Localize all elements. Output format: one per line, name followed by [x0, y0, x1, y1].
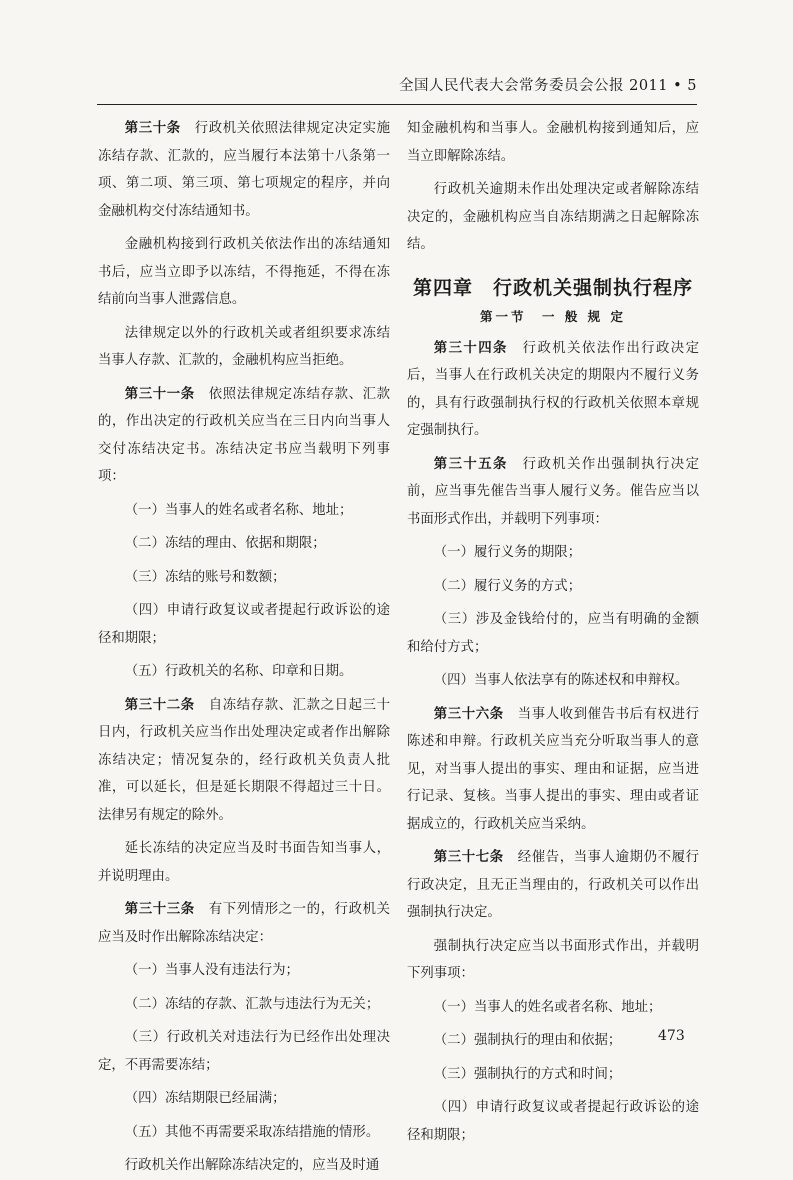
article-paragraph [98, 692, 390, 830]
left-column [98, 115, 390, 1180]
paragraph [98, 320, 390, 375]
paragraph-text: （四）申请行政复议或者提起行政诉讼的途径和期限； [98, 603, 390, 646]
paragraph-text: （一）当事人没有违法行为； [124, 963, 299, 978]
paragraph [98, 1152, 390, 1180]
paragraph [98, 597, 390, 652]
article-paragraph [407, 335, 699, 445]
paragraph-text: 法律规定以外的行政机关或者组织要求冻结当事人存款、汇款的，金融机构应当拒绝。 [98, 325, 390, 368]
paragraph-text: 当事人收到催告书后有权进行陈述和申辩。行政机关应当充分听取当事人的意见，对当事人提出的事实、理由和证据，应当进行记录、复核。当事人提出的事实、理由或者证据成立的，行政机关应当采纳。 [407, 706, 700, 832]
paragraph-text: （三）冻结的账号和数额； [124, 569, 286, 585]
right-column-continuation [407, 115, 699, 259]
paragraph-text: 知金融机构和当事人。金融机构接到通知后，应当立即解除冻结。 [407, 121, 699, 164]
article-number: 第三十六条 [433, 705, 504, 722]
paragraph-text: （四）冻结期限已经届满； [124, 1091, 286, 1106]
paragraph-text: （四）申请行政复议或者提起行政诉讼的途径和期限； [407, 1100, 699, 1143]
paragraph-text: 延长冻结的决定应当及时书面告知当事人，并说明理由。 [98, 841, 390, 884]
right-column-articles [407, 335, 699, 1150]
paragraph [98, 991, 390, 1019]
article-paragraph [98, 381, 390, 491]
article-number: 第三十三条 [124, 901, 195, 917]
article-number: 第三十四条 [433, 339, 508, 356]
article-number: 第三十条 [124, 120, 181, 136]
paragraph-text: （三）强制执行的方式和时间； [433, 1066, 622, 1082]
paragraph-text: 行政机关逾期未作出处理决定或者解除冻结决定的，金融机构应当自冻结期满之日起解除冻结。 [407, 182, 699, 252]
paragraph-text: 自冻结存款、汇款之日起三十日内，行政机关应当作出处理决定或者作出解除冻结决定；情况复杂的，经行政机关负责人批准，可以延长，但是延长期限不得超过三十日。法律另有规定的除外。 [98, 697, 391, 823]
paragraph-text: （二）履行义务的方式； [433, 578, 582, 594]
paragraph [98, 497, 390, 525]
paragraph [407, 573, 699, 601]
paragraph [98, 564, 390, 592]
paragraph-text: 行政机关作出强制执行决定前，应当事先催告当事人履行义务。催告应当以书面形式作出，并载明下列事项： [407, 456, 699, 527]
paragraph [407, 606, 699, 661]
paragraph-text: 金融机构接到行政机关依法作出的冻结通知书后，应当立即予以冻结，不得拖延，不得在冻结前向当事人泄露信息。 [98, 237, 390, 307]
article-paragraph [98, 115, 390, 225]
paragraph [98, 1024, 390, 1079]
paragraph-text: （三）行政机关对违法行为已经作出处理决定，不再需要冻结； [98, 1030, 390, 1073]
paragraph-text: （四）当事人依法享有的陈述权和申辩权。 [433, 673, 689, 688]
paragraph [98, 231, 390, 314]
paragraph-text: （二）强制执行的理由和依据； [433, 1033, 622, 1048]
paragraph [407, 1027, 699, 1055]
article-number: 第三十一条 [124, 385, 195, 402]
paragraph-text: 有下列情形之一的，行政机关应当及时作出解除冻结决定： [98, 902, 391, 945]
running-header [97, 64, 697, 105]
article-number: 第三十二条 [124, 696, 195, 713]
page-number: 473 [658, 1028, 685, 1044]
paragraph [407, 1094, 699, 1149]
article-paragraph [407, 451, 699, 534]
paragraph [407, 176, 699, 259]
paragraph [98, 835, 390, 890]
article-paragraph [407, 844, 699, 927]
paragraph [98, 1085, 390, 1113]
article-number: 第三十七条 [433, 849, 504, 865]
paragraph-text: （五）其他不再需要采取冻结措施的情形。 [124, 1124, 380, 1140]
paragraph-text: （二）冻结的理由、依据和期限； [124, 536, 326, 551]
paragraph [407, 115, 699, 170]
paragraph-text: （一）当事人的姓名或者名称、地址； [433, 999, 662, 1015]
journal-title: 全国人民代表大会常务委员会公报 2011 • 5 [398, 78, 697, 94]
right-column [407, 115, 699, 1149]
paragraph-text: （一）当事人的姓名或者名称、地址； [124, 502, 353, 518]
article-paragraph [407, 701, 699, 839]
paragraph-text: （二）冻结的存款、汇款与违法行为无关； [124, 996, 380, 1012]
paragraph [407, 667, 699, 695]
article-paragraph [98, 896, 390, 951]
paragraph-text: （五）行政机关的名称、印章和日期。 [124, 664, 353, 679]
paragraph [98, 1119, 390, 1147]
paragraph [407, 994, 699, 1022]
paragraph-text: 依照法律规定冻结存款、汇款的，作出决定的行政机关应当在三日内向当事人交付冻结决定书。冻结决定书应当载明下列事项： [98, 386, 391, 484]
article-number: 第三十五条 [433, 455, 508, 472]
paragraph [407, 1061, 699, 1089]
paragraph-text: 经催告，当事人逾期仍不履行行政决定，且无正当理由的，行政机关可以作出强制执行决定。 [407, 850, 700, 920]
paragraph-text: 行政机关依法作出行政决定后，当事人在行政机关决定的期限内不履行义务的，具有行政强制执行权的行政机关依照本章规定强制执行。 [407, 340, 699, 438]
paragraph [98, 957, 390, 985]
paragraph [98, 658, 390, 686]
paragraph [407, 539, 699, 567]
chapter-title: 第四章 行政机关强制执行程序 [412, 276, 693, 299]
paragraph-text: （三）涉及金钱给付的，应当有明确的金额和给付方式； [407, 612, 699, 655]
paragraph-text: 行政机关作出解除冻结决定的，应当及时通 [124, 1158, 380, 1173]
paragraph-text: 强制执行决定应当以书面形式作出，并载明下列事项： [407, 938, 699, 981]
paragraph [98, 530, 390, 558]
paragraph-text: （一）履行义务的期限； [433, 545, 582, 560]
paragraph-text: 行政机关依照法律规定决定实施冻结存款、汇款的，应当履行本法第十八条第一项、第二项、第三项、第七项规定的程序，并向金融机构交付冻结通知书。 [98, 121, 391, 219]
section-title: 第一节 一 般 规 定 [479, 308, 627, 324]
paragraph [407, 933, 699, 988]
